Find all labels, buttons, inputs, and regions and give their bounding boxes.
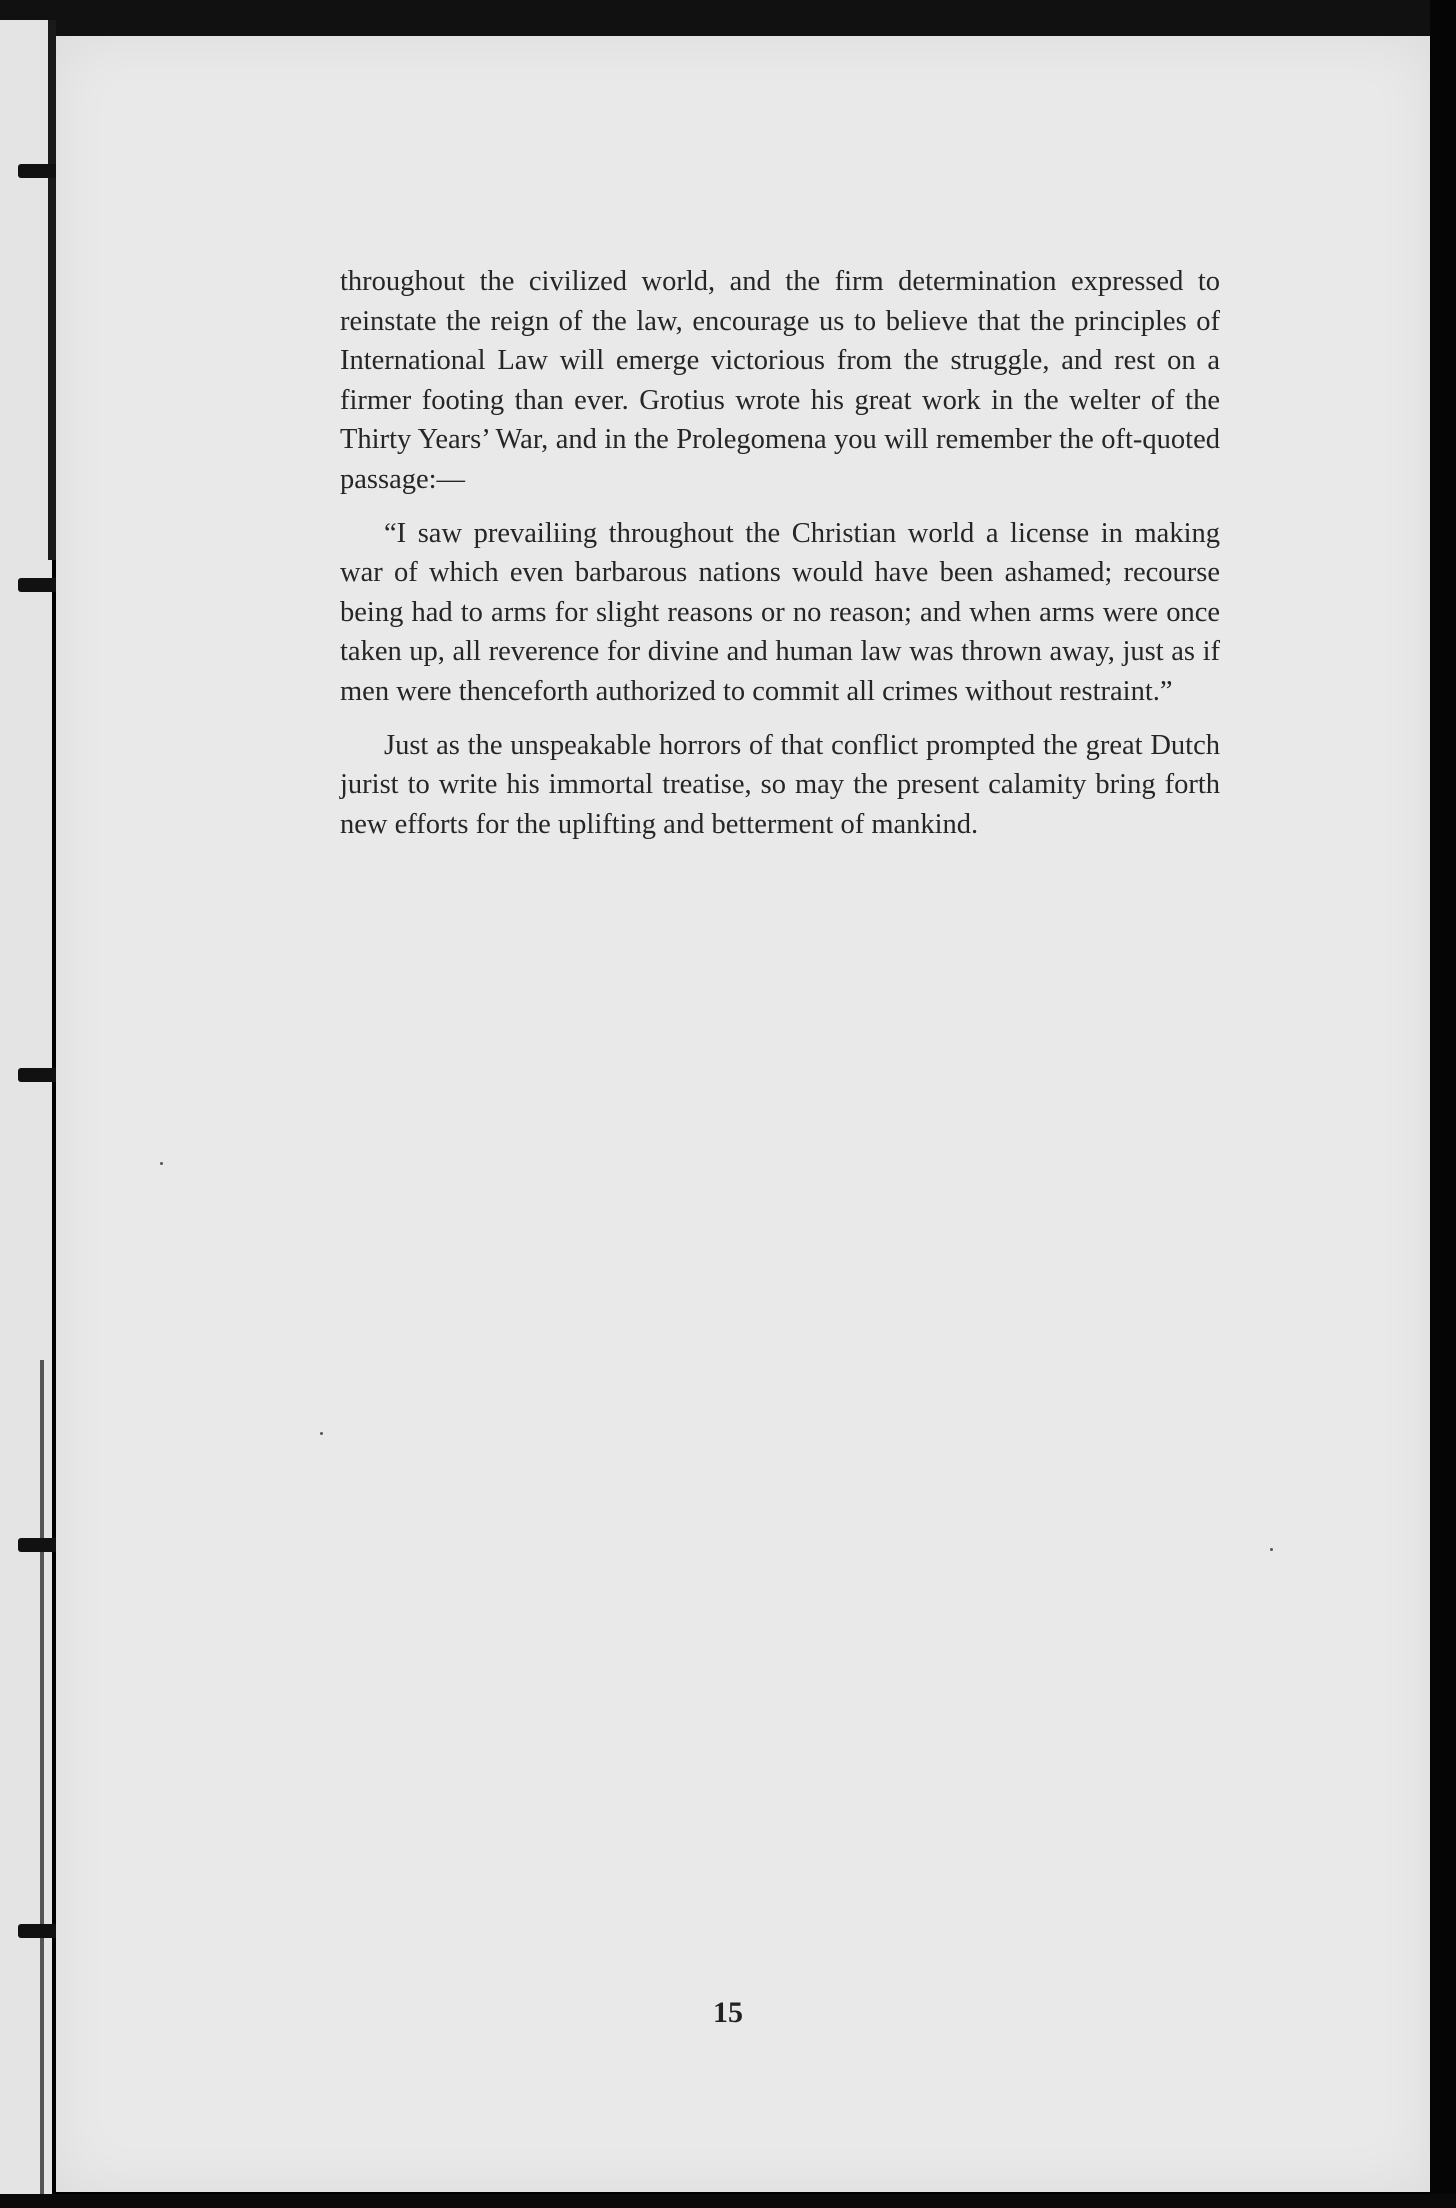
binding-margin (0, 20, 52, 2200)
binding-line-lower (40, 1360, 44, 2200)
paper-speck (160, 1162, 163, 1165)
body-text (340, 262, 1220, 844)
scan-right-edge (1430, 0, 1456, 2208)
page-number: 15 (713, 1996, 743, 2029)
paragraph-intro: throughout the civilized world, and the firm determination expressed to reinstate the reign of the law, encourage us to believe that the principles of International Law will emerge victorious from the struggle, and rest on a firmer footing than ever. Grotius wrote his great work in the welter of the Thirty Years’ War, and in the Prolegomena you will remember the oft-quoted passage:— (340, 266, 1220, 495)
binding-line (48, 20, 56, 560)
scan-bottom-edge (0, 2194, 1456, 2208)
paper-speck (320, 1432, 323, 1435)
paper-speck (1270, 1548, 1273, 1551)
paragraph-conclusion: Just as the unspeakable horrors of that conflict prompted the great Dutch jurist to write his immortal treatise, so may the present calamity bring forth new efforts for the uplifting and betterment of mankind. (340, 729, 1220, 840)
paragraph-quotation: “I saw prevailiing throughout the Christian world a license in making war of which even barbarous nations would have been ashamed; recourse being had to arms for slight reasons or no reason; and when arms were once taken up, all reverence for divine and human law was thrown away, just as if men were thenceforth authorized to commit all crimes without restraint.” (340, 517, 1220, 707)
